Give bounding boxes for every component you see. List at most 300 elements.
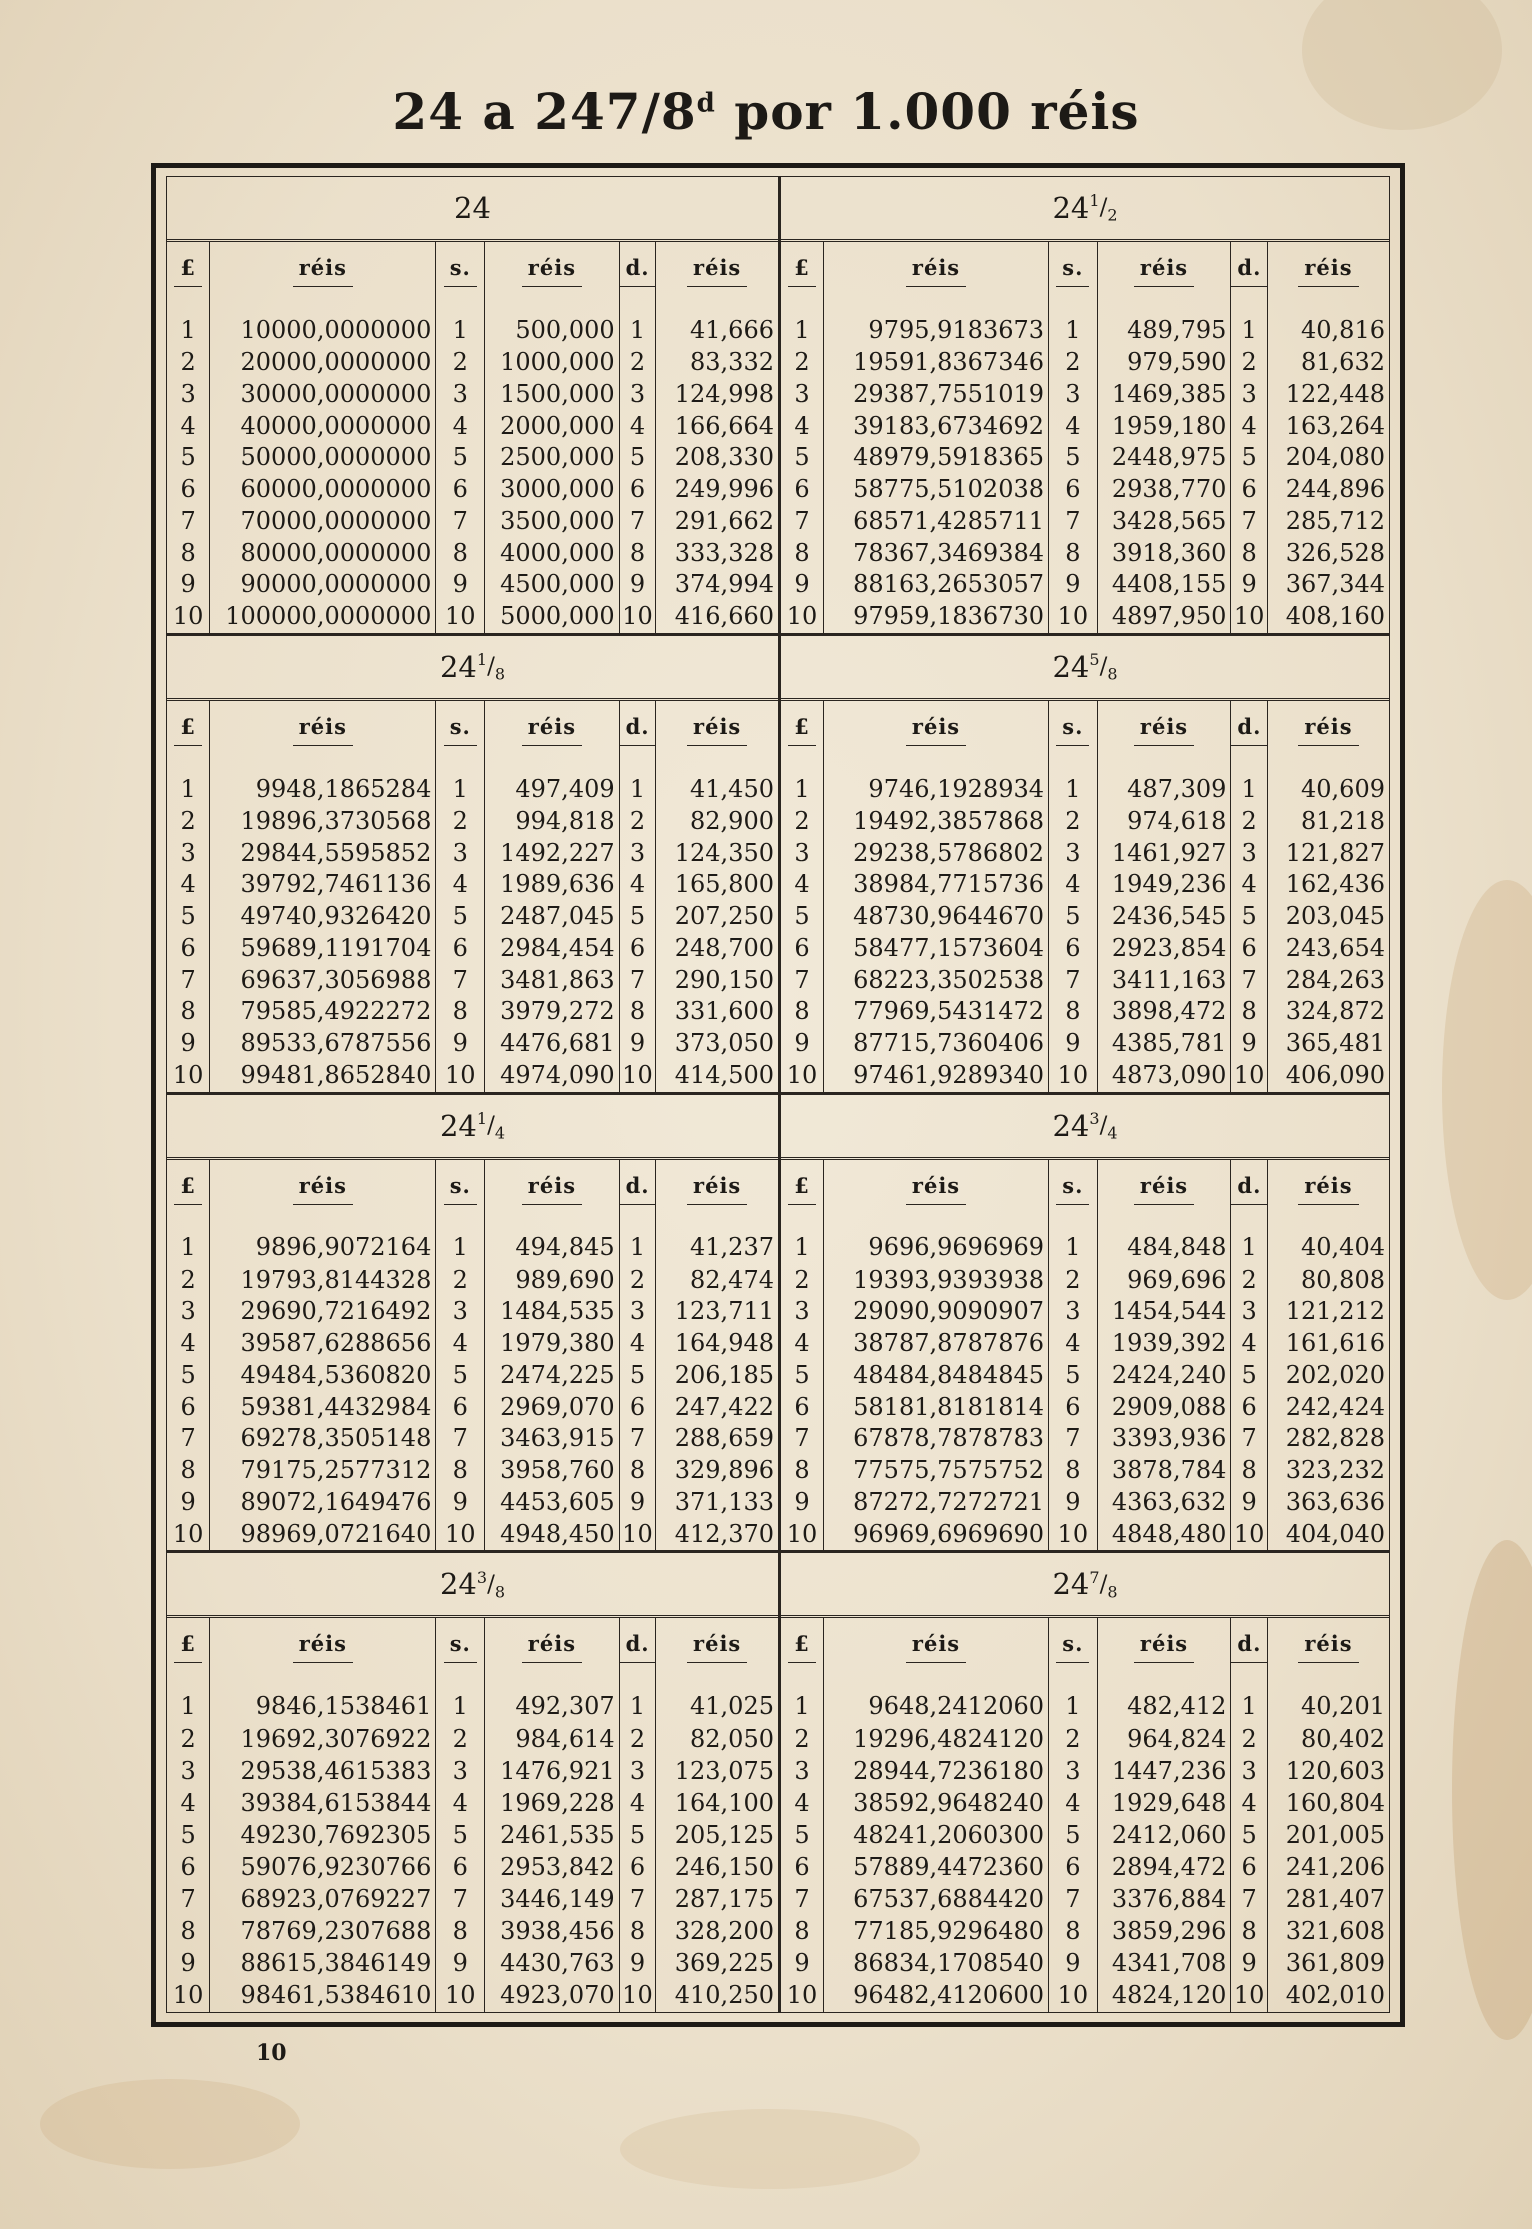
pound-value: 19591,8367346 [824, 347, 1049, 379]
rate-denominator: 2 [1107, 205, 1118, 225]
table-row [167, 759, 778, 806]
shilling-count: 7 [436, 1884, 485, 1916]
pence-count: 6 [1231, 933, 1267, 965]
pence-count: 10 [619, 1980, 656, 2012]
rate-block-label [167, 1095, 778, 1160]
pence-value: 321,608 [1267, 1916, 1389, 1948]
shilling-count: 6 [436, 933, 485, 965]
shilling-value: 4363,632 [1097, 1487, 1231, 1519]
pound-value: 49230,7692305 [210, 1820, 436, 1852]
shilling-count: 4 [436, 1328, 485, 1360]
table-row [781, 1852, 1389, 1884]
pound-value: 58775,5102038 [824, 474, 1049, 506]
shilling-count: 2 [436, 1724, 485, 1756]
pence-value: 404,040 [1267, 1518, 1389, 1550]
shilling-count: 10 [1049, 1980, 1098, 2012]
pound-value: 9896,9072164 [210, 1218, 436, 1265]
table-row [167, 1884, 778, 1916]
shilling-value: 1492,227 [485, 837, 619, 869]
shilling-count: 1 [436, 759, 485, 806]
pence-value: 416,660 [656, 601, 778, 633]
col-header-pound [781, 242, 824, 300]
pound-count: 4 [794, 411, 810, 440]
col-header-pound-text: £ [788, 714, 816, 746]
pound-count: 6 [794, 933, 810, 962]
shilling-value: 487,309 [1097, 759, 1231, 806]
pound-value: 68571,4285711 [824, 506, 1049, 538]
col-header-pence [619, 1618, 656, 1676]
pound-count: 9 [794, 570, 810, 599]
pence-count: 3 [619, 837, 656, 869]
pence-value: 41,666 [656, 300, 778, 347]
pound-value: 49484,5360820 [210, 1360, 436, 1392]
shilling-count: 5 [436, 1820, 485, 1852]
col-header-shilling-text: s. [1056, 255, 1089, 287]
pence-count: 5 [1231, 1820, 1267, 1852]
pence-value: 122,448 [1267, 379, 1389, 411]
pound-value: 59689,1191704 [210, 933, 436, 965]
table-row [167, 1820, 778, 1852]
shilling-value: 964,824 [1097, 1724, 1231, 1756]
title-prefix: 24 a 24 [392, 82, 606, 141]
pound-count: 1 [180, 1692, 196, 1721]
shilling-count: 6 [436, 1391, 485, 1423]
pound-count: 4 [180, 1789, 196, 1818]
table-row [167, 410, 778, 442]
shilling-count: 2 [436, 806, 485, 838]
pence-value: 402,010 [1267, 1980, 1389, 2012]
shilling-value: 3938,456 [485, 1916, 619, 1948]
rate-fraction [1089, 191, 1117, 224]
rate-fraction [477, 1109, 505, 1142]
shilling-count: 3 [1049, 379, 1098, 411]
shilling-count: 1 [1049, 1218, 1098, 1265]
rate-block-label [167, 1553, 778, 1618]
pence-count: 9 [619, 569, 656, 601]
shilling-count: 5 [436, 901, 485, 933]
shilling-value: 3000,000 [485, 474, 619, 506]
pence-count: 2 [619, 1264, 656, 1296]
shilling-count: 6 [1049, 1391, 1098, 1423]
col-header-reis-text: réis [293, 1173, 353, 1205]
table-row [781, 1820, 1389, 1852]
rate-fraction [477, 1568, 505, 1601]
paper-stain [40, 2079, 300, 2169]
pence-value: 201,005 [1267, 1820, 1389, 1852]
pence-value: 406,090 [1267, 1060, 1389, 1092]
table-row [781, 1788, 1389, 1820]
pence-value: 412,370 [656, 1518, 778, 1550]
pound-value: 9648,2412060 [824, 1676, 1049, 1723]
pound-count: 3 [180, 1756, 196, 1785]
pence-value: 124,998 [656, 379, 778, 411]
shilling-count: 1 [436, 1218, 485, 1265]
pence-count: 4 [619, 1788, 656, 1820]
table-row [781, 1487, 1389, 1519]
shilling-value: 2953,842 [485, 1852, 619, 1884]
shilling-count: 2 [1049, 347, 1098, 379]
pence-count: 6 [1231, 1391, 1267, 1423]
table-row [167, 1487, 778, 1519]
shilling-value: 2894,472 [1097, 1852, 1231, 1884]
col-header-reis [1097, 1160, 1231, 1218]
pound-count: 9 [794, 1487, 810, 1516]
pence-value: 40,609 [1267, 759, 1389, 806]
shilling-value: 4500,000 [485, 569, 619, 601]
pound-value: 80000,0000000 [210, 537, 436, 569]
shilling-value: 3958,760 [485, 1455, 619, 1487]
pound-count: 9 [794, 1949, 810, 1978]
table-row [781, 1676, 1389, 1723]
shilling-value: 989,690 [485, 1264, 619, 1296]
pound-value: 67878,7878783 [824, 1423, 1049, 1455]
table-row [167, 347, 778, 379]
col-header-reis-text: réis [522, 255, 582, 287]
table-row [167, 933, 778, 965]
rate-block-label [167, 177, 778, 242]
shilling-count: 3 [1049, 1756, 1098, 1788]
col-header-shilling [1049, 1618, 1098, 1676]
pence-count: 10 [1231, 1060, 1267, 1092]
pence-count: 2 [1231, 1724, 1267, 1756]
pence-value: 40,201 [1267, 1676, 1389, 1723]
pound-value: 59076,9230766 [210, 1852, 436, 1884]
pound-value: 58477,1573604 [824, 933, 1049, 965]
paper-stain [1452, 1540, 1532, 2040]
shilling-count: 5 [436, 442, 485, 474]
table-row [781, 1518, 1389, 1550]
pound-value: 77575,7575752 [824, 1455, 1049, 1487]
table-row [167, 1455, 778, 1487]
pence-count: 3 [1231, 379, 1267, 411]
fraction-slash: / [1099, 653, 1108, 680]
pound-value: 69637,3056988 [210, 964, 436, 996]
pence-value: 123,711 [656, 1296, 778, 1328]
pound-count: 7 [180, 506, 196, 535]
table-row [781, 1455, 1389, 1487]
table-frame [151, 163, 1405, 2027]
pence-value: 123,075 [656, 1756, 778, 1788]
table-row [167, 901, 778, 933]
pound-value: 30000,0000000 [210, 379, 436, 411]
rate-numerator: 1 [1089, 191, 1100, 211]
table-row [167, 996, 778, 1028]
fraction-slash: / [1099, 1112, 1108, 1139]
pence-value: 165,800 [656, 869, 778, 901]
pound-value: 87715,7360406 [824, 1028, 1049, 1060]
pence-value: 285,712 [1267, 506, 1389, 538]
table-row [781, 1060, 1389, 1092]
table-row [781, 837, 1389, 869]
pound-count: 5 [794, 902, 810, 931]
col-header-reis-text: réis [906, 1173, 966, 1205]
shilling-value: 497,409 [485, 759, 619, 806]
pence-count: 1 [619, 1676, 656, 1723]
shilling-count: 6 [1049, 1852, 1098, 1884]
pence-value: 206,185 [656, 1360, 778, 1392]
shilling-value: 494,845 [485, 1218, 619, 1265]
pound-value: 29387,7551019 [824, 379, 1049, 411]
pence-value: 288,659 [656, 1423, 778, 1455]
shilling-count: 6 [1049, 933, 1098, 965]
shilling-count: 7 [436, 506, 485, 538]
shilling-count: 8 [436, 537, 485, 569]
pound-count: 7 [180, 965, 196, 994]
table-row [781, 1264, 1389, 1296]
fraction-slash: / [1099, 195, 1108, 222]
pence-value: 82,474 [656, 1264, 778, 1296]
pence-count: 8 [619, 996, 656, 1028]
pound-count: 3 [794, 1297, 810, 1326]
col-header-pound-text: £ [174, 255, 202, 287]
pound-count: 6 [180, 1392, 196, 1421]
shilling-value: 3859,296 [1097, 1916, 1231, 1948]
col-header-reis-text: réis [1134, 714, 1194, 746]
pound-count: 2 [794, 348, 810, 377]
pence-count: 3 [1231, 1756, 1267, 1788]
pound-count: 4 [794, 1329, 810, 1358]
pence-value: 291,662 [656, 506, 778, 538]
table-row [781, 806, 1389, 838]
col-header-reis-text: réis [906, 714, 966, 746]
shilling-count: 4 [436, 869, 485, 901]
pence-value: 81,632 [1267, 347, 1389, 379]
rate-fraction [477, 650, 505, 683]
pence-value: 333,328 [656, 537, 778, 569]
shilling-value: 3376,884 [1097, 1884, 1231, 1916]
pound-value: 100000,0000000 [210, 601, 436, 633]
col-header-pound [781, 701, 824, 759]
rate-fraction [1089, 650, 1117, 683]
table-row [781, 1360, 1389, 1392]
shilling-value: 4848,480 [1097, 1518, 1231, 1550]
col-header-pence-text: d. [620, 714, 656, 746]
shilling-count: 1 [1049, 759, 1098, 806]
col-header-reis-text: réis [293, 255, 353, 287]
pence-count: 8 [619, 537, 656, 569]
pound-value: 9746,1928934 [824, 759, 1049, 806]
pound-value: 39587,6288656 [210, 1328, 436, 1360]
table-row [781, 474, 1389, 506]
col-header-pound-text: £ [788, 1631, 816, 1663]
pound-count: 1 [180, 315, 196, 344]
rate-numerator: 1 [476, 650, 488, 670]
rate-numerator: 3 [1089, 1108, 1100, 1128]
pence-value: 244,896 [1267, 474, 1389, 506]
table-row [167, 506, 778, 538]
shilling-value: 4385,781 [1097, 1028, 1231, 1060]
pound-count: 5 [794, 1360, 810, 1389]
pound-count: 7 [794, 1424, 810, 1453]
pound-count: 1 [180, 1233, 196, 1262]
pence-count: 1 [1231, 1218, 1267, 1265]
pound-count: 3 [794, 1756, 810, 1785]
shilling-value: 2448,975 [1097, 442, 1231, 474]
table-row [781, 996, 1389, 1028]
table-row [781, 442, 1389, 474]
pence-value: 208,330 [656, 442, 778, 474]
pence-count: 9 [619, 1028, 656, 1060]
col-header-pence [1231, 701, 1267, 759]
pound-count: 9 [180, 1949, 196, 1978]
pound-value: 97959,1836730 [824, 601, 1049, 633]
rate-table [781, 242, 1389, 633]
pence-value: 121,212 [1267, 1296, 1389, 1328]
pound-count: 8 [180, 1456, 196, 1485]
table-row [167, 474, 778, 506]
page-title [0, 82, 1532, 141]
pence-value: 365,481 [1267, 1028, 1389, 1060]
pence-count: 3 [1231, 837, 1267, 869]
table-row [781, 869, 1389, 901]
pence-count: 8 [1231, 537, 1267, 569]
shilling-count: 7 [436, 1423, 485, 1455]
pound-value: 96969,6969690 [824, 1518, 1049, 1550]
pound-count: 4 [180, 1329, 196, 1358]
pence-count: 7 [619, 964, 656, 996]
table-row [781, 1296, 1389, 1328]
shilling-value: 1979,380 [485, 1328, 619, 1360]
shilling-count: 6 [436, 474, 485, 506]
rate-block-label [781, 1553, 1389, 1618]
fraction-slash: / [487, 653, 495, 680]
shilling-count: 8 [1049, 1455, 1098, 1487]
title-suffix: por 1.000 réis [715, 82, 1140, 141]
pound-count: 5 [794, 1821, 810, 1850]
col-header-reis [485, 1618, 619, 1676]
pound-count: 9 [794, 1029, 810, 1058]
col-header-shilling-text: s. [1056, 714, 1089, 746]
table-row [167, 537, 778, 569]
col-header-shilling [1049, 701, 1098, 759]
shilling-count: 4 [1049, 1328, 1098, 1360]
col-header-reis [656, 1160, 778, 1218]
pound-value: 79175,2577312 [210, 1455, 436, 1487]
pound-value: 29538,4615383 [210, 1756, 436, 1788]
pence-count: 5 [619, 901, 656, 933]
pound-count: 5 [794, 443, 810, 472]
pound-count: 6 [794, 475, 810, 504]
shilling-value: 2461,535 [485, 1820, 619, 1852]
shilling-value: 2909,088 [1097, 1391, 1231, 1423]
shilling-count: 7 [1049, 506, 1098, 538]
pound-value: 88163,2653057 [824, 569, 1049, 601]
pence-count: 5 [619, 442, 656, 474]
col-header-shilling-text: s. [444, 1173, 477, 1205]
pence-count: 9 [619, 1487, 656, 1519]
pence-count: 2 [1231, 1264, 1267, 1296]
shilling-value: 4897,950 [1097, 601, 1231, 633]
table-row [781, 601, 1389, 633]
shilling-value: 3898,472 [1097, 996, 1231, 1028]
table-row [781, 1948, 1389, 1980]
shilling-value: 4408,155 [1097, 569, 1231, 601]
pound-count: 6 [180, 1853, 196, 1882]
pound-count: 7 [794, 1885, 810, 1914]
pound-value: 48484,8484845 [824, 1360, 1049, 1392]
shilling-count: 9 [436, 1028, 485, 1060]
shilling-count: 6 [436, 1852, 485, 1884]
pound-value: 90000,0000000 [210, 569, 436, 601]
rate-block [778, 1553, 1389, 2012]
pound-value: 98461,5384610 [210, 1980, 436, 2012]
col-header-reis [210, 242, 436, 300]
rate-block [167, 1553, 778, 2012]
shilling-count: 8 [1049, 996, 1098, 1028]
rate-table [167, 701, 778, 1092]
pence-count: 8 [1231, 996, 1267, 1028]
col-header-pence-text: d. [620, 1173, 656, 1205]
pound-value: 96482,4120600 [824, 1980, 1049, 2012]
pence-count: 1 [1231, 300, 1267, 347]
pence-value: 164,100 [656, 1788, 778, 1820]
col-header-pound-text: £ [174, 1631, 202, 1663]
pound-value: 50000,0000000 [210, 442, 436, 474]
shilling-value: 1461,927 [1097, 837, 1231, 869]
shilling-count: 9 [436, 1487, 485, 1519]
pence-count: 10 [1231, 1518, 1267, 1550]
table-row [167, 1948, 778, 1980]
pound-value: 39792,7461136 [210, 869, 436, 901]
shilling-value: 3463,915 [485, 1423, 619, 1455]
pence-count: 3 [1231, 1296, 1267, 1328]
shilling-value: 2923,854 [1097, 933, 1231, 965]
shilling-value: 3500,000 [485, 506, 619, 538]
rate-block-label [781, 1095, 1389, 1160]
shilling-count: 10 [436, 1060, 485, 1092]
table-row [781, 300, 1389, 347]
pound-value: 19896,3730568 [210, 806, 436, 838]
table-row [781, 1884, 1389, 1916]
pound-value: 86834,1708540 [824, 1948, 1049, 1980]
pound-value: 57889,4472360 [824, 1852, 1049, 1884]
pound-count: 9 [180, 1487, 196, 1516]
col-header-reis-text: réis [522, 1173, 582, 1205]
pence-count: 2 [619, 806, 656, 838]
pence-count: 5 [1231, 1360, 1267, 1392]
pence-value: 160,804 [1267, 1788, 1389, 1820]
shilling-count: 2 [1049, 806, 1098, 838]
pound-value: 89533,6787556 [210, 1028, 436, 1060]
table-row [167, 300, 778, 347]
pence-count: 8 [619, 1916, 656, 1948]
pence-count: 9 [619, 1948, 656, 1980]
shilling-count: 4 [1049, 1788, 1098, 1820]
pound-count: 3 [180, 1297, 196, 1326]
pound-count: 8 [794, 538, 810, 567]
col-header-pound-text: £ [788, 1173, 816, 1205]
table-row [781, 569, 1389, 601]
rate-table [781, 1160, 1389, 1551]
shilling-value: 2436,545 [1097, 901, 1231, 933]
col-header-pence-text: d. [1231, 1173, 1267, 1205]
shilling-count: 4 [1049, 410, 1098, 442]
pound-count: 8 [794, 1456, 810, 1485]
rate-fraction [1089, 1109, 1117, 1142]
pound-count: 1 [794, 315, 810, 344]
table-row [781, 901, 1389, 933]
col-header-reis [210, 1618, 436, 1676]
pence-count: 7 [1231, 1423, 1267, 1455]
pence-value: 124,350 [656, 837, 778, 869]
pound-count: 3 [794, 838, 810, 867]
col-header-shilling-text: s. [1056, 1173, 1089, 1205]
col-header-pence [619, 1160, 656, 1218]
col-header-pence [1231, 242, 1267, 300]
pence-value: 82,050 [656, 1724, 778, 1756]
pence-count: 7 [619, 506, 656, 538]
col-header-reis-text: réis [1134, 255, 1194, 287]
